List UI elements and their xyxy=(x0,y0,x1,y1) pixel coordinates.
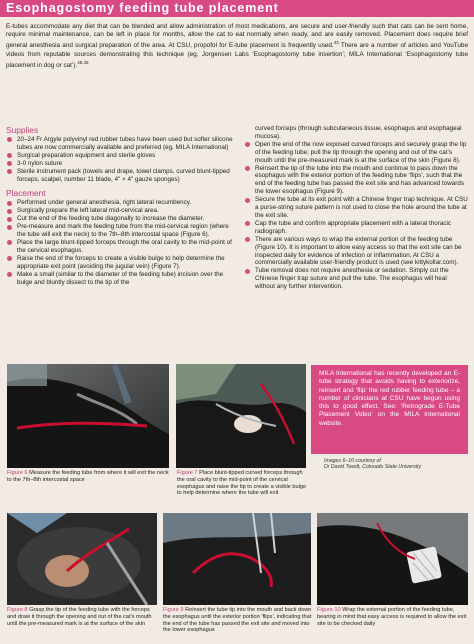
placement-item-continued: curved forceps (through subcutaneous tissue, esophagus and esophageal mucosa). xyxy=(255,125,462,140)
figure-10-caption xyxy=(317,607,468,627)
intro-text-part-2: There are a number of articles and YouTube videos from reputable sources demonstrating this technique (eg, Jorgensen Labs ‘Esophagostomy tube insertion’; MILA International ‘Esophagostomy tube placement in dog or cat’). xyxy=(6,42,468,69)
supplies-item: Sterile instrument pack (towels and drape, towel clamps, curved blunt-tipped forceps, scalpel, number 11 blade, 4" × 4" gauze sponges) xyxy=(6,168,234,184)
intro-text-part-1: E-tubes accommodate any diet that can be blended and allow administration of most medications, are secure and user-friendly such that cats can be sent home, require minimal maintenance, can be left in place for months, allow the cat to eat normally when ready, and are easily removed. Placement does require brief general anesthesia and surgical preparation of the area. At CSU, propofol for E-tube placement is frequently used. xyxy=(6,23,468,50)
right-column xyxy=(244,125,468,291)
left-column xyxy=(6,125,234,286)
placement-item: Reinsert the tip of the tube into the mouth and continue to pass down the esophagus with the exterior portion of the feeding tube ‘flips’, such that the end of the feeding tube has passed the exit site and has advanced towards the lower esophagus (Figure 9). xyxy=(244,165,468,197)
figure-8-text: Grasp the tip of the feeding tube with the forceps and draw it through the opening and out of the cat’s mouth until the pre-measured mark is at the surface of the skin xyxy=(7,607,152,627)
placement-item: Raise the end of the forceps to create a visible bulge to help determine the appropriate exit point (avoiding the jugular vein) (Figure 7). xyxy=(6,255,234,271)
placement-heading: Placement xyxy=(6,188,46,199)
figure-10-text: Wrap the external portion of the feeding tube, bearing in mind that easy access is required to allow the exit site to be checked daily xyxy=(317,607,467,627)
supplies-item: 3-0 nylon suture xyxy=(6,160,234,168)
figure-10-photo xyxy=(317,513,468,605)
figure-7-caption xyxy=(177,470,307,497)
figure-10-label: Figure 10 xyxy=(317,607,341,613)
mila-callout-box: MILA International has recently developed an E-tube strategy that avoids having to exteriorize, reinsert and ‘flip’ the red rubber feeding tube – a number of clinicians at CSU have begun using this to good effect. See: ‘Retrograde E-Tube Placement Video’ on the MILA International website. xyxy=(311,365,468,454)
figure-7-photo xyxy=(176,364,306,468)
placement-item: Surgically prepare the left lateral mid-cervical area. xyxy=(6,207,234,215)
intro-ref-2: 45,46 xyxy=(77,59,89,65)
figure-6-label: Figure 6 xyxy=(7,470,28,476)
placement-item: Secure the tube at its exit point with a Chinese finger trap technique. At CSU a purse-string suture pattern is not used to close the hole around the tube at the exit site. xyxy=(244,196,468,220)
intro-paragraph xyxy=(6,23,468,70)
figure-6-text: Measure the feeding tube from where it will exit the neck to the 7th–8th intercostal space xyxy=(7,470,169,483)
placement-item: Performed under general anesthesia, right lateral recumbency. xyxy=(6,199,234,207)
placement-item: Make a small (similar to the diameter of the feeding tube) incision over the bulge and bluntly dissect to the tip of the xyxy=(6,271,234,287)
figure-9-photo xyxy=(163,513,311,605)
supplies-item: 20–24 Fr Argyle polyvinyl red rubber tubes have been used but softer silicone tubes are now commercially available and preferred (eg, MILA International) xyxy=(6,136,234,152)
placement-item: Place the large blunt-tipped forceps through the oral cavity to the mid-point of the cervical esophagus. xyxy=(6,239,234,255)
placement-list-continued xyxy=(244,125,468,291)
figure-6-caption xyxy=(7,470,169,484)
placement-list xyxy=(6,199,234,286)
figure-6-photo xyxy=(7,364,169,468)
placement-item: Cut the end of the feeding tube diagonally to increase the diameter. xyxy=(6,215,234,223)
figure-8-photo xyxy=(7,513,157,605)
placement-item: Pre-measure and mark the feeding tube from the mid-cervical region (where the tube will exit the neck) to the 7th–8th intercostal space (Figure 6). xyxy=(6,223,234,239)
placement-item: Cap the tube and confirm appropriate placement with a lateral thoracic radiograph. xyxy=(244,220,468,236)
intro-ref-1: 44 xyxy=(333,40,339,46)
placement-item: There are various ways to wrap the external portion of the feeding tube (Figure 10). It is important to allow easy access so that the exit site can be inspected daily for evidence of infection or inflammation. At CSU a commercially available user-friendly product is used (see kittykollar.com). xyxy=(244,236,468,268)
supplies-list xyxy=(6,136,234,183)
supplies-heading: Supplies xyxy=(6,125,39,135)
figure-8-label: Figure 8 xyxy=(7,607,28,613)
supplies-item: Surgical preparation equipment and sterile gloves xyxy=(6,152,234,160)
figure-7-label: Figure 7 xyxy=(177,470,198,476)
figure-8-caption xyxy=(7,607,159,627)
page-title: Esophagostomy feeding tube placement xyxy=(0,0,474,17)
figure-7-text: Place blunt-tipped curved forceps through the oral cavity to the mid-point of the cervical esophagus and raise the tip to create a visible bulge to help determine where the tube will exit xyxy=(177,470,307,497)
placement-item: Tube removal does not require anesthesia or sedation. Simply cut the Chinese finger trap suture and pull the tube. The esophagus will heal without any further intervention. xyxy=(244,267,468,291)
placement-item: Open the end of the now exposed curved forceps and securely grasp the tip of the feeding tube; pull the tip through the opening and out of the cat’s mouth until the pre-measured mark is at the surface of the skin (Figure 8). xyxy=(244,141,468,165)
figure-9-caption xyxy=(163,607,313,634)
image-credit-line-2: Dr David Twedt, Colorado State University xyxy=(324,464,422,471)
figure-9-label: Figure 9 xyxy=(163,607,184,613)
image-credit xyxy=(324,458,468,471)
image-credit-line-1: Images 6–10 courtesy of xyxy=(324,458,381,464)
figure-9-text: Reinsert the tube tip into the mouth and back down the esophagus until the exterior portion ‘flips’, indicating that the end of the tube has passed the exit site and moved into the lower esophagus xyxy=(163,607,312,634)
